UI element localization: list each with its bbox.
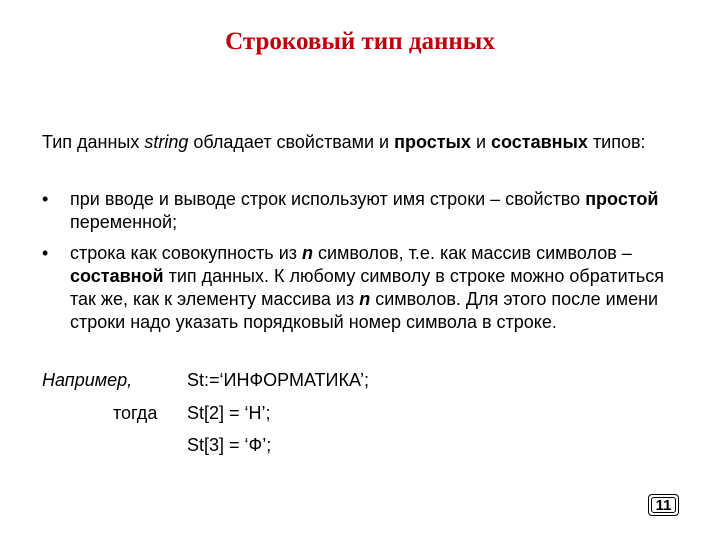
bullet2-n-italic-2: n bbox=[359, 289, 371, 309]
intro-text-1: Тип данных bbox=[42, 132, 145, 152]
bullet2-n-symbol-2 bbox=[359, 289, 370, 309]
page-number: 11 bbox=[655, 496, 672, 514]
bullet2-n-symbol bbox=[302, 243, 313, 263]
bullet2-text-3: символов, т.е. как массив символов – bbox=[313, 243, 632, 263]
bullet1-text-1: при вводе и выводе строк используют имя строки – свойство bbox=[70, 189, 586, 209]
example-label: Например, bbox=[42, 370, 133, 390]
bullet-marker: • bbox=[42, 243, 49, 263]
bullet-text bbox=[70, 242, 690, 334]
page-number-badge bbox=[648, 494, 679, 516]
bullet1-simple-term: простой bbox=[585, 189, 659, 209]
intro-simple-term: простых bbox=[394, 132, 471, 152]
bullet2-n-italic: n bbox=[302, 243, 313, 263]
intro-text-3: обладает свойствами и bbox=[188, 132, 395, 152]
bullet2-text-5: тип данных. К любому символу в строке можно обратиться так же, как к элементу массива из bbox=[70, 266, 664, 309]
example-index-2: St[2] = ‘Н’; bbox=[187, 403, 271, 423]
example-index-3: St[3] = ‘Ф’; bbox=[187, 435, 272, 455]
bullet2-text-1: строка как совокупность из bbox=[70, 243, 302, 263]
bullet2-text-7: символов. Для этого после имени строки надо указать порядковый номер символа в строке. bbox=[70, 289, 659, 332]
intro-composite-term: составных bbox=[491, 132, 588, 152]
bullet-text bbox=[70, 188, 690, 234]
example-assignment: St:=‘ИНФОРМАТИКА’; bbox=[187, 370, 369, 390]
bullet1-text-3: переменной; bbox=[70, 212, 178, 232]
intro-string-keyword: string bbox=[144, 132, 189, 152]
intro-text-5: и bbox=[470, 132, 491, 152]
bullet2-composite-term: составной bbox=[70, 266, 164, 286]
intro-paragraph bbox=[42, 131, 692, 154]
slide-title: Строковый тип данных bbox=[225, 28, 495, 55]
intro-text-7: типов: bbox=[587, 132, 646, 152]
bullet-marker: • bbox=[42, 189, 49, 209]
example-then-label: тогда bbox=[113, 403, 158, 423]
